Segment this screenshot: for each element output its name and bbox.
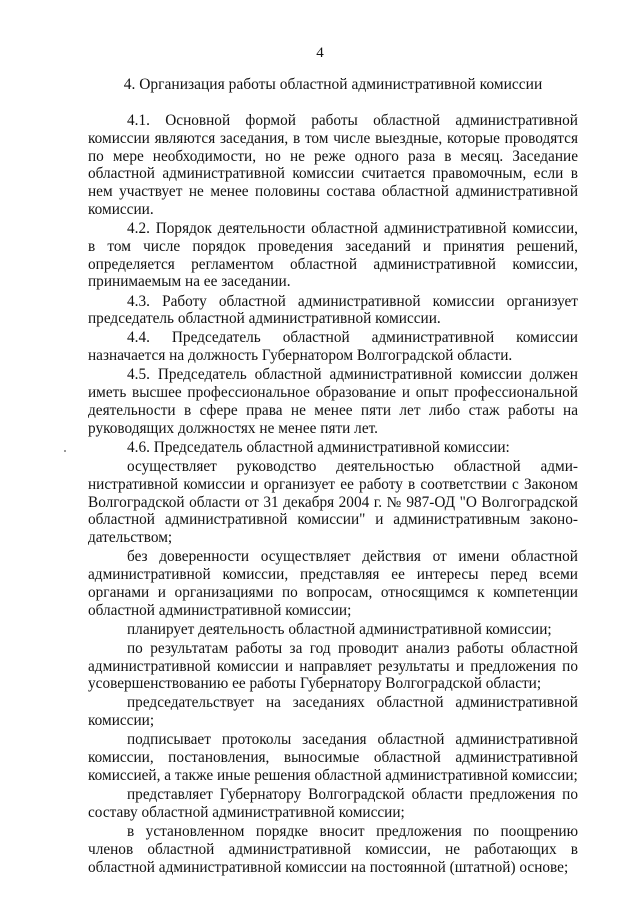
list-item-proposes-composition: представляет Губернатору Волгоградской области предложения по составу областной административной комиссии; — [88, 786, 578, 821]
scan-mark — [64, 450, 66, 452]
paragraph-4-1: 4.1. Основной формой работы областной административной комиссии являются заседания, в том числе выездные, которые проводятся по мере необходимости, но не реже одного раза в месяц. Заседание областной административной комиссии считается правомочным, если в нем участвует не менее половины состава областной административной комиссии. — [88, 112, 578, 218]
section-heading: 4. Организация работы областной административной комиссии — [123, 76, 543, 93]
paragraph-4-4: 4.4. Председатель областной административной комиссии назначается на должность Губернатором Волгоградской области. — [88, 329, 578, 365]
list-item-annual-analysis: по результатам работы за год проводит анализ работы областной административной комиссии и направляет результаты и предложения по усовершенствованию ее работы Губернатору Волгоградской области; — [88, 639, 578, 693]
paragraph-4-3: 4.3. Работу областной административной комиссии организует председатель областной административной комиссии. — [88, 292, 578, 328]
paragraph-4-6: 4.6. Председатель областной административной комиссии: — [127, 438, 510, 456]
list-item-represents: без доверенности осуществляет действия от имени областной административной комиссии, представляя ее интересы перед всеми органами и организациями по вопросам, относящимся к компетенции областной административной комиссии; — [88, 548, 578, 619]
document-body — [88, 112, 578, 878]
list-item-directs-work: осуществляет руководство деятельностью областной административной комиссии и организует ее работу в соответствии с Законом Волгоградской области от 31 декабря 2004 г. № 987-ОД "О Волгоградской областной административной комиссии" и административным законодательством; — [88, 457, 578, 547]
paragraph-4-2: 4.2. Порядок деятельности областной административной комиссии, в том числе порядок проведения заседаний и принятия решений, определяется регламентом областной административной комиссии, принимаемым на ее заседании. — [88, 220, 578, 291]
list-item-plans: планирует деятельность областной административной комиссии; — [127, 620, 552, 638]
page-number: 4 — [316, 45, 324, 61]
paragraph-4-5: 4.5. Председатель областной административной комиссии должен иметь высшее профессиональное образование и опыт профессиональной деятельности в сфере права не менее пяти лет либо стаж работы на руководящих должностях не менее пяти лет. — [88, 366, 578, 437]
list-item-proposes-rewards: в установленном порядке вносит предложения по поощрению членов областной административной комиссии, не работающих в областной административной комиссии на постоянной (штатной) основе; — [88, 822, 578, 876]
list-item-signs: подписывает протоколы заседания областной административной комиссии, постановления, выносимые областной административной комиссией, а также иные решения областной административной комиссии; — [88, 731, 578, 784]
list-item-presides: председательствует на заседаниях областной административной комиссии; — [88, 694, 578, 730]
